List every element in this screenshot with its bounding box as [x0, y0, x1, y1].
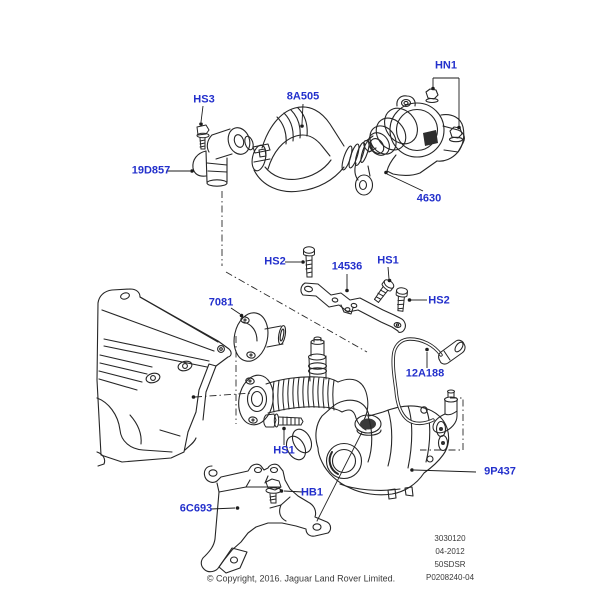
doc-date: 04-2012 — [435, 547, 465, 556]
doc-code: 50SDSR — [434, 560, 466, 569]
aux-pump-4630 — [362, 89, 464, 175]
hose-8a505 — [250, 107, 373, 195]
callout-hs2-left: HS2 — [264, 255, 286, 268]
bracket-14536 — [301, 283, 405, 332]
doc-plate-number: P0208240-04 — [425, 573, 475, 582]
callout-hs2-right: HS2 — [428, 294, 450, 307]
sensor-flange-7081 — [230, 310, 287, 365]
copyright-notice: © Copyright, 2016. Jaguar Land Rover Limited. — [206, 573, 396, 584]
bolt-hs1-lower — [264, 414, 303, 427]
mounting-bracket-6c693 — [201, 464, 330, 573]
pipe-flange — [235, 372, 277, 427]
callout-8a505: 8A505 — [286, 90, 320, 103]
doc-number-1: 3030120 — [434, 534, 466, 543]
callout-hb1: HB1 — [300, 486, 324, 499]
bolt-hs1-upper — [372, 278, 396, 304]
callout-12a188: 12A188 — [405, 367, 445, 380]
callout-7081: 7081 — [208, 296, 234, 309]
callout-6c693: 6C693 — [179, 502, 213, 515]
callout-hs1-lower: HS1 — [273, 444, 295, 457]
centerlines — [195, 191, 463, 450]
engine-block — [97, 289, 234, 466]
callout-hs3: HS3 — [193, 93, 215, 106]
bolt-hb1 — [266, 479, 281, 503]
callout-14536: 14536 — [331, 260, 363, 273]
callout-4630: 4630 — [416, 192, 442, 205]
callout-hn1: HN1 — [434, 59, 458, 72]
corrugated-hose — [266, 337, 368, 430]
callout-hs1-upper: HS1 — [377, 254, 399, 267]
callout-19d857: 19D857 — [131, 164, 171, 177]
bolt-hs2-left — [304, 247, 315, 277]
block-face-dot — [192, 395, 196, 399]
bolt-hs2-right — [394, 287, 407, 311]
callout-9p437: 9P437 — [484, 465, 516, 478]
pump-unit-9p437 — [283, 400, 449, 521]
